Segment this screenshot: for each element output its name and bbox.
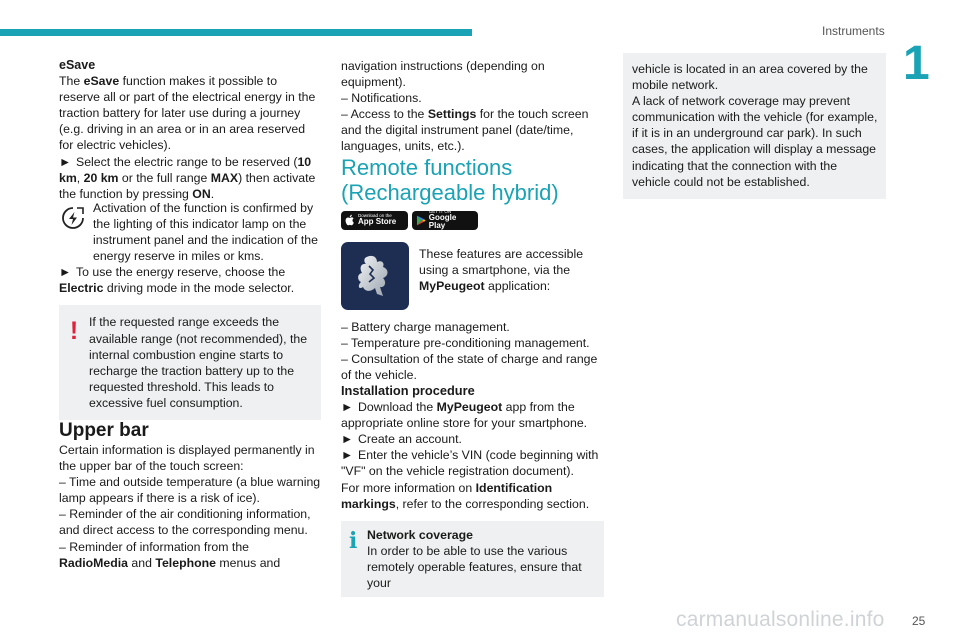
arrow-icon: ► (341, 400, 354, 415)
chapter-accent-bar (0, 29, 472, 36)
installation-heading: Installation procedure (341, 382, 475, 398)
install-step: ► Create an account. (341, 432, 462, 447)
warning-text: If the requested range exceeds the available range (not recommended), the internal combustion engine starts to recharge the traction battery up to the requested threshold. This leads to excessive fuel consumption. (89, 315, 308, 410)
google-play-caption: GET IT ON (428, 208, 452, 214)
arrow-icon: ► (59, 265, 72, 280)
lion-icon (353, 252, 397, 300)
upper-bar-item: – Notifications. (341, 91, 422, 106)
column-left (59, 57, 321, 571)
upper-bar-item: – Access to the Settings for the touch screen and the digital instrument panel (date/time, languages, units, etc.). (341, 107, 589, 154)
network-info-box (341, 521, 604, 597)
page-number: 25 (912, 614, 926, 628)
upper-bar-heading: Upper bar (59, 419, 149, 441)
arrow-icon: ► (59, 154, 72, 169)
identification-reference: For more information on Identification markings, refer to the corresponding section. (341, 480, 590, 511)
upper-bar-item: – Reminder of the air conditioning information, and direct access to the corresponding menu. (59, 507, 311, 538)
feature-item: – Battery charge management. (341, 319, 510, 334)
store-badges (341, 208, 604, 231)
column-right (623, 53, 886, 199)
eco-lightning-icon (59, 204, 87, 232)
feature-item: – Temperature pre-conditioning management. (341, 335, 590, 350)
mypeugeot-intro (341, 242, 604, 310)
upper-bar-item: – Reminder of information from the RadioMedia and Telephone menus and (59, 539, 281, 570)
upper-bar-item: – Time and outside temperature (a blue warning lamp appears if there is a risk of ice). (59, 475, 321, 506)
esave-indicator-text: Activation of the function is confirmed by the lighting of this indicator lamp on the instrument panel and the indication of the energy reserve in miles or kms. (93, 200, 318, 264)
warning-box (59, 305, 321, 420)
chapter-number: 1 (903, 37, 930, 90)
arrow-icon: ► (341, 432, 354, 447)
install-step: ► Enter the vehicle’s VIN (code beginning with "VF" on the vehicle registration document). (341, 448, 599, 479)
network-info-box-continued (623, 53, 886, 199)
exclamation-icon: ! (69, 317, 79, 346)
network-text-continued: A lack of network coverage may prevent communication with the vehicle (for example, if it is in an underground car park). In such cases, the application will display a message indicating that the connection with the vehicle could not be established. (632, 94, 878, 189)
apple-icon (345, 214, 355, 226)
column-middle (341, 58, 604, 597)
network-text: In order to be able to use the various remotely operable features, ensure that your (367, 543, 582, 590)
network-heading: Network coverage (367, 527, 473, 542)
google-play-badge[interactable] (412, 208, 478, 231)
upper-bar-intro: Certain information is displayed permanently in the upper bar of the touch screen: (59, 442, 315, 474)
mypeugeot-features-intro: These features are accessible using a smartphone, via the MyPeugeot application: (419, 246, 584, 293)
upper-bar-item-continued: navigation instructions (depending on equipment). (341, 59, 545, 90)
app-store-caption: Download on the (358, 212, 392, 218)
esave-intro: The eSave function makes it possible to reserve all or part of the electrical energy in the traction battery for later use during a journey (e.g. driving in an area or in an area reserved for electric vehicles). (59, 74, 316, 153)
peugeot-lion-logo (341, 242, 409, 310)
feature-item: – Consultation of the state of charge and range of the vehicle. (341, 351, 598, 382)
play-triangle-icon (416, 215, 426, 226)
google-play-label: Google Play (428, 213, 457, 231)
app-store-badge[interactable] (341, 211, 408, 230)
network-text-continued: vehicle is located in an area covered by the mobile network. (632, 62, 868, 93)
watermark: carmanualsonline.info (676, 608, 885, 631)
app-store-label: App Store (358, 217, 397, 227)
esave-heading: eSave (59, 58, 96, 72)
remote-functions-heading: Remote functions (Rechargeable hybrid) (341, 154, 559, 205)
install-step: ► Download the MyPeugeot app from the appropriate online store for your smartphone. (341, 400, 588, 431)
arrow-icon: ► (341, 448, 354, 463)
esave-step-select: ► Select the electric range to be reserved (10 km, 20 km or the full range MAX) then activate the function by pressing ON. (59, 154, 316, 201)
chapter-title: Instruments (822, 24, 885, 38)
info-icon: i (349, 527, 358, 554)
esave-step-use: ► To use the energy reserve, choose the Electric driving mode in the mode selector. (59, 265, 295, 296)
esave-indicator-paragraph (59, 202, 321, 264)
